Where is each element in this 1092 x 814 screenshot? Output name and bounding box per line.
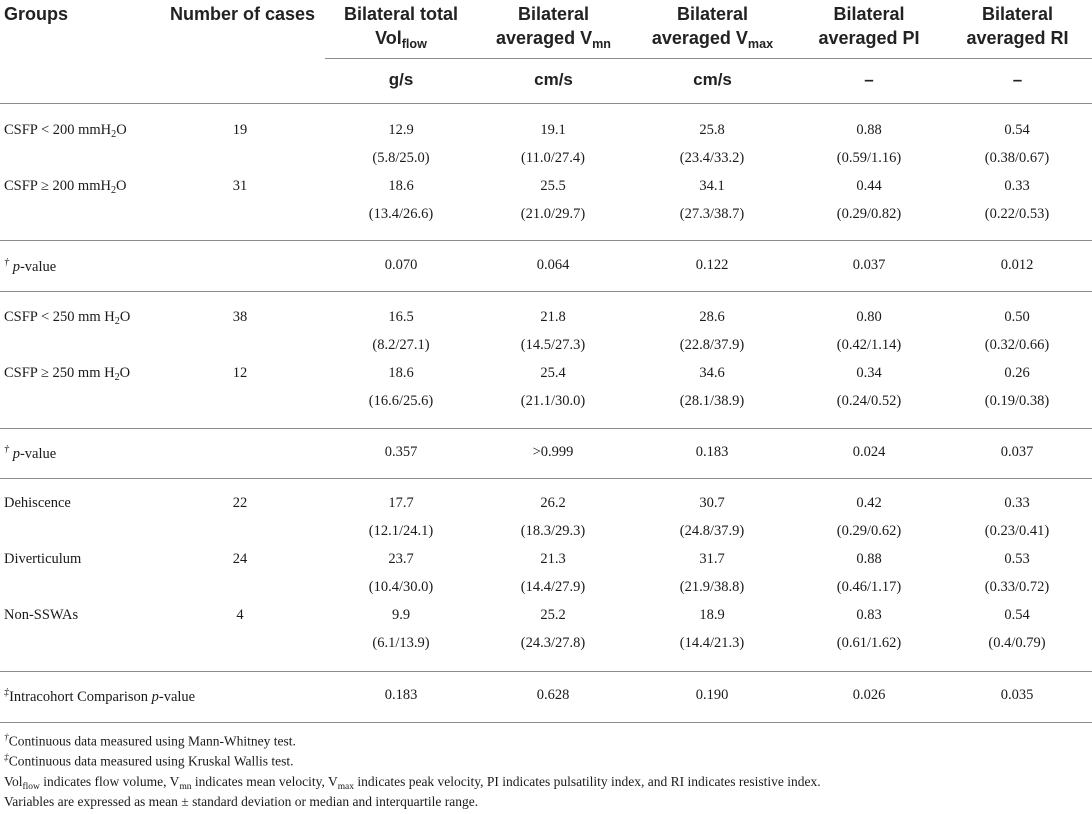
unit-ri: –	[1012, 70, 1023, 89]
iqr-value: (23.4/33.2)	[679, 150, 745, 166]
median-value: 0.80	[856, 309, 882, 325]
case-count: 19	[232, 122, 248, 138]
section-rule	[0, 671, 1092, 672]
header-subrule	[325, 58, 1092, 59]
median-value: 21.3	[540, 551, 566, 567]
median-value: 0.88	[856, 551, 882, 567]
median-value: 0.50	[1004, 309, 1030, 325]
iqr-value: (13.4/26.6)	[368, 206, 434, 222]
section-rule	[0, 478, 1092, 479]
median-value: 23.7	[388, 551, 414, 567]
pvalue: 0.037	[1000, 444, 1034, 460]
pvalue: 0.012	[1000, 257, 1034, 273]
pvalue: >0.999	[532, 444, 574, 460]
pvalue: 0.357	[384, 444, 418, 460]
iqr-value: (0.29/0.62)	[836, 523, 902, 539]
iqr-value: (0.29/0.82)	[836, 206, 902, 222]
iqr-value: (18.3/29.3)	[520, 523, 586, 539]
median-value: 21.8	[540, 309, 566, 325]
iqr-value: (14.4/21.3)	[679, 635, 745, 651]
pvalue: 0.183	[695, 444, 729, 460]
iqr-value: (12.1/24.1)	[368, 523, 434, 539]
median-value: 19.1	[540, 122, 566, 138]
median-value: 0.33	[1004, 178, 1030, 194]
header-groups: Groups	[4, 4, 69, 24]
footnote-abbreviations: Vol$_{flow}$ indicates flow volume, $V_{mn}$ indicates mean velocity, $V_{max}$ indicates peak velocity, PI indicates pulsatility index, and RI indicates resistive index.	[4, 774, 821, 792]
case-count: 31	[232, 178, 248, 194]
median-value: 25.5	[540, 178, 566, 194]
iqr-value: (21.9/38.8)	[679, 579, 745, 595]
median-value: 9.9	[391, 607, 411, 623]
iqr-value: (6.1/13.9)	[372, 635, 430, 651]
header-number-of-cases: Number of cases	[169, 4, 316, 24]
iqr-value: (21.1/30.0)	[520, 393, 586, 409]
pvalue: 0.122	[695, 257, 729, 273]
header-ri: Bilateral averaged RI	[966, 4, 1069, 48]
row-label: CSFP < 200 mmH$_2$O	[4, 122, 127, 141]
iqr-value: (14.5/27.3)	[520, 337, 586, 353]
pvalue: 0.037	[852, 257, 886, 273]
row-label: CSFP ≥ 250 mm $H_2O$	[4, 365, 131, 384]
median-value: 18.9	[699, 607, 725, 623]
unit-vmax: cm/s	[693, 70, 732, 89]
median-value: 0.42	[856, 495, 882, 511]
median-value: 25.2	[540, 607, 566, 623]
median-value: 0.88	[856, 122, 882, 138]
pvalue-label: ‡Intracohort Comparison p-value	[4, 687, 196, 705]
case-count: 4	[236, 607, 244, 623]
pvalue: 0.070	[384, 257, 418, 273]
footnote-kruskal-wallis: ‡Continuous data measured using Kruskal Wallis test.	[4, 753, 294, 769]
median-value: 18.6	[388, 365, 414, 381]
median-value: 25.8	[699, 122, 725, 138]
header-pi: Bilateral averaged PI	[818, 4, 920, 48]
iqr-value: (8.2/27.1)	[372, 337, 430, 353]
median-value: 26.2	[540, 495, 566, 511]
header-rule	[0, 103, 1092, 104]
iqr-value: (0.24/0.52)	[836, 393, 902, 409]
section-rule	[0, 240, 1092, 241]
case-count: 38	[232, 309, 248, 325]
iqr-value: (0.38/0.67)	[984, 150, 1050, 166]
median-value: 0.54	[1004, 122, 1030, 138]
case-count: 22	[232, 495, 248, 511]
iqr-value: (0.19/0.38)	[984, 393, 1050, 409]
median-value: 25.4	[540, 365, 566, 381]
header-vmax: Bilateral averaged $V_{max}$	[651, 4, 774, 51]
median-value: 0.44	[856, 178, 882, 194]
section-rule	[0, 722, 1092, 723]
pvalue-label: † p-value	[4, 444, 57, 462]
pvalue: 0.026	[852, 687, 886, 703]
footnote-variables: Variables are expressed as mean ± standard deviation or median and interquartile range.	[4, 794, 479, 809]
pvalue: 0.190	[695, 687, 729, 703]
median-value: 0.34	[856, 365, 882, 381]
unit-pi: –	[864, 70, 874, 89]
median-value: 16.5	[388, 309, 414, 325]
row-label: Diverticulum	[4, 551, 82, 567]
header-volflow: Bilateral total Vol$_{flow}$	[343, 4, 459, 51]
unit-vmn: cm/s	[534, 70, 573, 89]
footnote-mann-whitney: †Continuous data measured using Mann-Whitney test.	[4, 733, 296, 749]
unit-volflow: g/s	[388, 70, 414, 89]
median-value: 30.7	[699, 495, 725, 511]
iqr-value: (0.61/1.62)	[836, 635, 902, 651]
iqr-value: (0.23/0.41)	[984, 523, 1050, 539]
iqr-value: (0.33/0.72)	[984, 579, 1050, 595]
case-count: 12	[232, 365, 248, 381]
iqr-value: (24.3/27.8)	[520, 635, 586, 651]
iqr-value: (16.6/25.6)	[368, 393, 434, 409]
iqr-value: (0.4/0.79)	[988, 635, 1046, 651]
median-value: 12.9	[388, 122, 414, 138]
header-vmn: Bilateral averaged $V_{mn}$	[496, 4, 611, 51]
median-value: 0.53	[1004, 551, 1030, 567]
iqr-value: (0.22/0.53)	[984, 206, 1050, 222]
iqr-value: (0.42/1.14)	[836, 337, 902, 353]
section-rule	[0, 428, 1092, 429]
median-value: 0.33	[1004, 495, 1030, 511]
iqr-value: (10.4/30.0)	[368, 579, 434, 595]
median-value: 0.54	[1004, 607, 1030, 623]
pvalue: 0.628	[536, 687, 570, 703]
median-value: 34.1	[699, 178, 725, 194]
iqr-value: (28.1/38.9)	[679, 393, 745, 409]
median-value: 18.6	[388, 178, 414, 194]
iqr-value: (21.0/29.7)	[520, 206, 586, 222]
median-value: 31.7	[699, 551, 725, 567]
pvalue: 0.024	[852, 444, 886, 460]
iqr-value: (14.4/27.9)	[520, 579, 586, 595]
median-value: 34.6	[699, 365, 725, 381]
median-value: 0.83	[856, 607, 882, 623]
iqr-value: (27.3/38.7)	[679, 206, 745, 222]
pvalue: 0.064	[536, 257, 570, 273]
iqr-value: (22.8/37.9)	[679, 337, 745, 353]
pvalue-label: † p-value	[4, 257, 57, 275]
iqr-value: (11.0/27.4)	[521, 150, 585, 166]
case-count: 24	[232, 551, 248, 567]
iqr-value: (24.8/37.9)	[679, 523, 745, 539]
iqr-value: (0.32/0.66)	[984, 337, 1050, 353]
median-value: 28.6	[699, 309, 725, 325]
pvalue: 0.183	[384, 687, 418, 703]
row-label: CSFP < 250 mm $H_2O$	[4, 309, 131, 328]
pvalue: 0.035	[1000, 687, 1034, 703]
row-label: CSFP ≥ 200 mmH$_2$O	[4, 178, 127, 197]
iqr-value: (5.8/25.0)	[372, 150, 430, 166]
row-label: Non-SSWAs	[4, 607, 79, 623]
iqr-value: (0.46/1.17)	[836, 579, 902, 595]
row-label: Dehiscence	[4, 495, 71, 511]
median-value: 17.7	[388, 495, 414, 511]
iqr-value: (0.59/1.16)	[836, 150, 902, 166]
median-value: 0.26	[1004, 365, 1030, 381]
section-rule	[0, 291, 1092, 292]
